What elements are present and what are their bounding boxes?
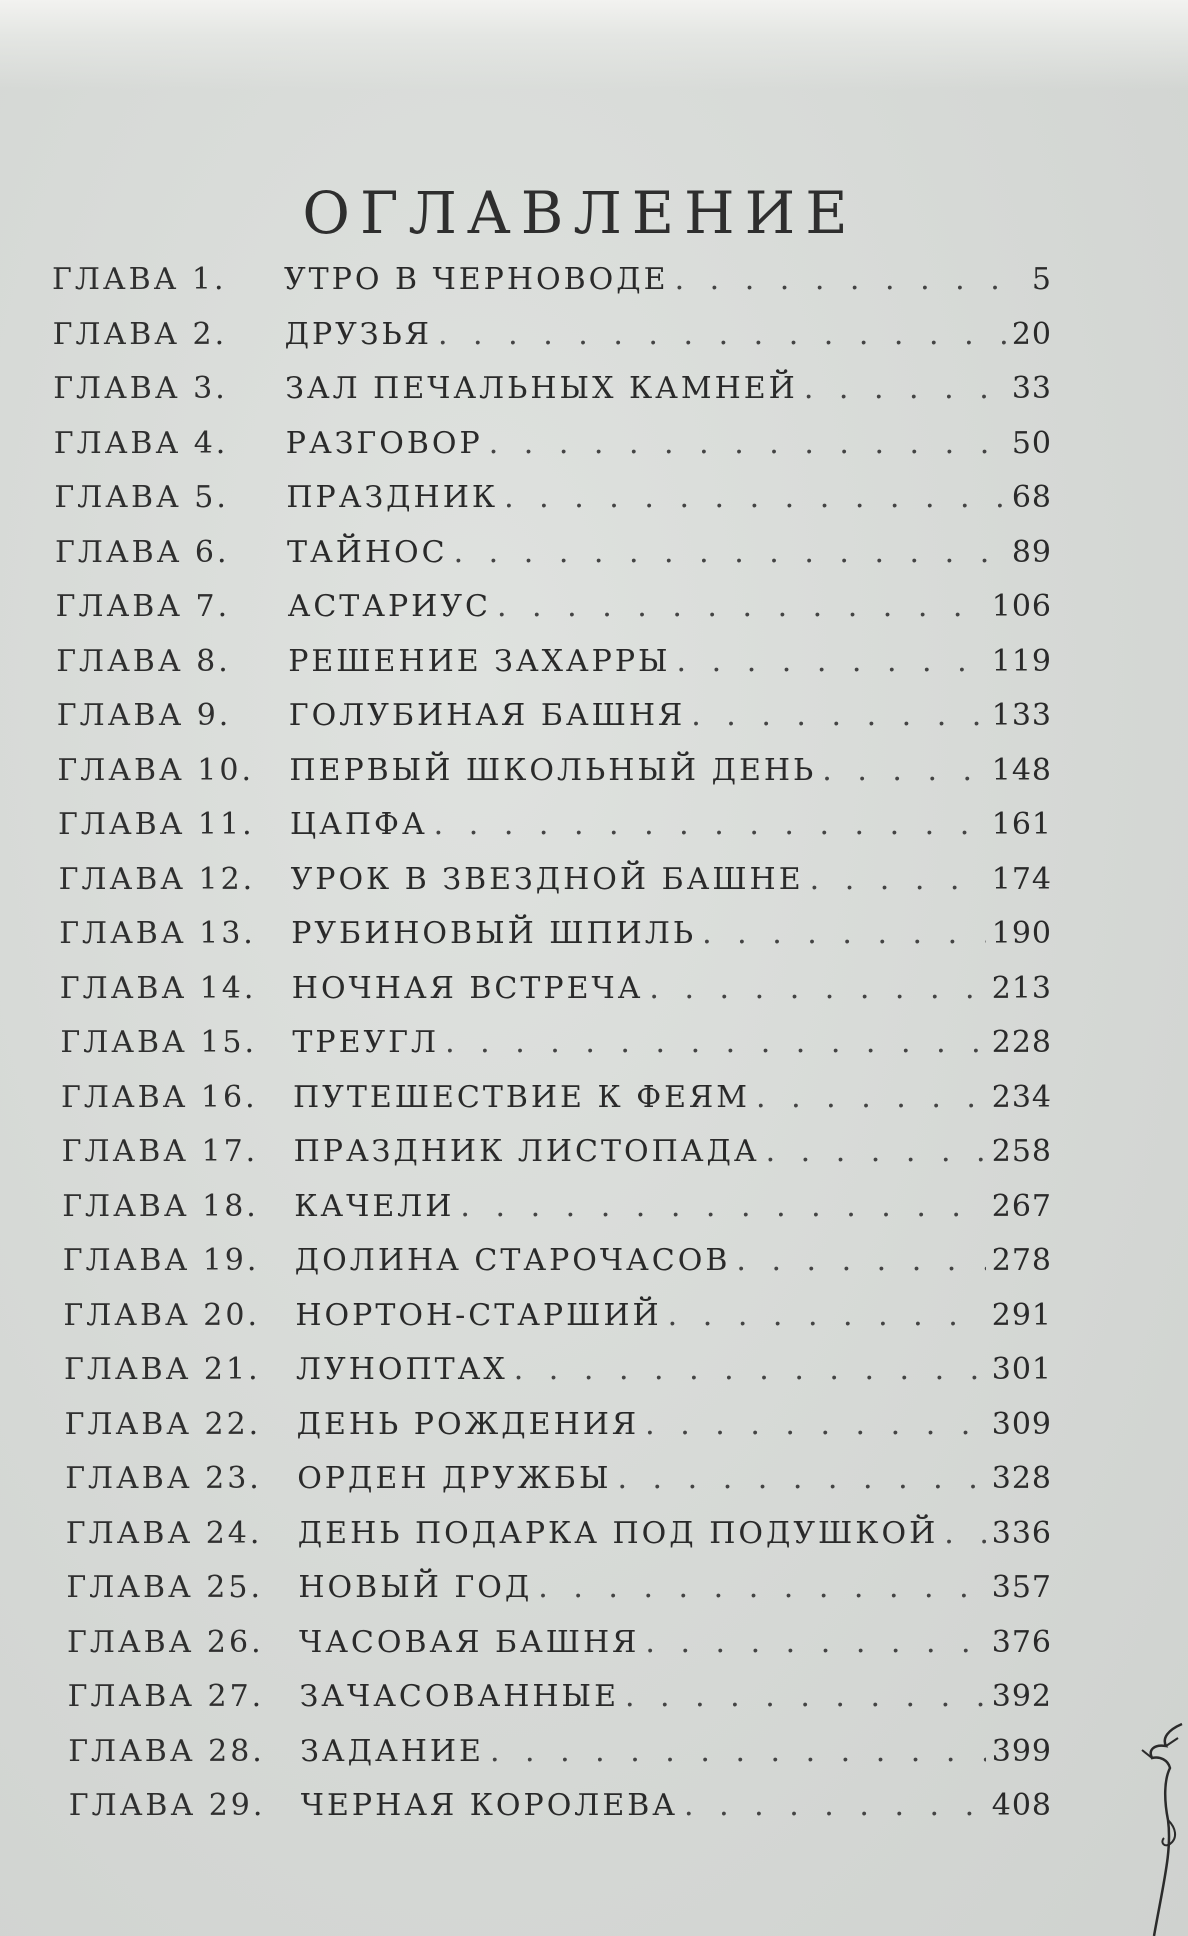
dot-leader <box>684 1788 986 1823</box>
dot-leader <box>625 1679 986 1714</box>
page-number: 148 <box>991 752 1052 788</box>
dot-leader <box>489 426 1006 461</box>
page-number: 5 <box>1031 262 1052 297</box>
page-number: 119 <box>991 643 1052 679</box>
chapter-number: ГЛАВА 11. <box>58 807 255 842</box>
chapter-number: ГЛАВА 18. <box>62 1188 259 1224</box>
chapter-title: РЕШЕНИЕ ЗАХАРРЫ <box>288 643 671 679</box>
toc-entry <box>63 1298 1052 1353</box>
page-number: 89 <box>1011 534 1052 570</box>
table-of-contents <box>52 262 1052 1843</box>
page-number: 213 <box>991 970 1052 1006</box>
chapter-title: ЦАПФА <box>290 807 428 842</box>
toc-entry <box>61 1080 1052 1135</box>
chapter-title: ДОЛИНА СТАРОЧАСОВ <box>294 1243 731 1278</box>
chapter-number: ГЛАВА 2. <box>52 316 228 352</box>
page-title: ОГЛАВЛЕНИЕ <box>302 178 858 247</box>
chapter-number: ГЛАВА 14. <box>59 970 257 1006</box>
chapter-number: ГЛАВА 10. <box>57 752 255 788</box>
dot-leader <box>810 862 986 897</box>
toc-entry <box>52 262 1052 317</box>
toc-entry <box>60 971 1052 1026</box>
chapter-number: ГЛАВА 15. <box>60 1025 258 1060</box>
chapter-number: ГЛАВА 9. <box>56 698 232 733</box>
dot-leader <box>504 480 1006 515</box>
chapter-number: ГЛАВА 13. <box>59 916 256 951</box>
chapter-title: ПУТЕШЕСТВИЕ К ФЕЯМ <box>293 1079 750 1115</box>
dot-leader <box>490 1734 986 1769</box>
toc-entry <box>66 1570 1052 1625</box>
chapter-title: ГОЛУБИНАЯ БАШНЯ <box>288 698 686 733</box>
chapter-title: ЛУНОПТАХ <box>296 1352 508 1387</box>
dot-leader <box>538 1570 985 1605</box>
page-number: 20 <box>1011 316 1052 352</box>
chapter-number: ГЛАВА 8. <box>56 643 231 679</box>
page-number: 161 <box>991 807 1052 842</box>
chapter-title: ПЕРВЫЙ ШКОЛЬНЫЙ ДЕНЬ <box>289 752 817 788</box>
chapter-title: ДЕНЬ ПОДАРКА ПОД ПОДУШКОЙ <box>297 1515 939 1551</box>
toc-entry <box>65 1461 1052 1516</box>
chapter-title: АСТАРИУС <box>287 589 491 624</box>
toc-entry <box>56 589 1052 644</box>
chapter-number: ГЛАВА 23. <box>65 1461 262 1496</box>
chapter-title: УРОК В ЗВЕЗДНОЙ БАШНЕ <box>290 861 804 897</box>
page-number: 234 <box>991 1079 1052 1115</box>
chapter-number: ГЛАВА 7. <box>55 589 231 624</box>
toc-entry <box>67 1625 1052 1680</box>
dot-leader <box>617 1461 985 1496</box>
dot-leader <box>460 1189 985 1224</box>
page-number: 267 <box>991 1188 1052 1224</box>
page-number: 291 <box>991 1297 1052 1333</box>
page-number: 68 <box>1011 480 1052 515</box>
chapter-title: ДЕНЬ РОЖДЕНИЯ <box>296 1406 640 1442</box>
page-number: 328 <box>991 1461 1052 1496</box>
chapter-title: ТАЙНОС <box>287 534 448 570</box>
page-number: 357 <box>991 1570 1052 1605</box>
dot-leader <box>434 807 986 842</box>
page-number: 50 <box>1011 425 1052 461</box>
page-number: 258 <box>991 1134 1052 1169</box>
chapter-number: ГЛАВА 5. <box>54 480 229 515</box>
page-number: 33 <box>1011 371 1052 406</box>
toc-entry <box>53 371 1052 426</box>
chapter-title: РАЗГОВОР <box>285 425 483 461</box>
toc-entry <box>60 1025 1052 1080</box>
dot-leader <box>756 1080 986 1115</box>
dot-leader <box>649 971 985 1006</box>
dot-leader <box>702 916 986 951</box>
toc-entry <box>64 1352 1052 1407</box>
toc-entry <box>68 1734 1052 1789</box>
chapter-number: ГЛАВА 3. <box>53 371 228 406</box>
decorative-flourish-icon <box>1124 1720 1184 1936</box>
dot-leader <box>675 262 1026 297</box>
toc-entry <box>69 1788 1052 1843</box>
chapter-title: КАЧЕЛИ <box>294 1188 455 1224</box>
toc-entry <box>68 1679 1052 1734</box>
page-number: 301 <box>991 1352 1052 1387</box>
toc-entry <box>53 317 1052 372</box>
page-number: 133 <box>991 698 1052 733</box>
page-number: 278 <box>991 1243 1052 1278</box>
dot-leader <box>454 535 1006 570</box>
chapter-number: ГЛАВА 26. <box>67 1624 264 1660</box>
page-number: 336 <box>991 1515 1052 1551</box>
toc-entry <box>57 753 1052 808</box>
page-number: 190 <box>991 916 1052 951</box>
chapter-number: ГЛАВА 6. <box>55 534 230 570</box>
page-number: 228 <box>991 1025 1052 1060</box>
chapter-title: ПРАЗДНИК <box>286 480 499 515</box>
page-number: 392 <box>991 1679 1052 1714</box>
chapter-title: ЗАЛ ПЕЧАЛЬНЫХ КАМНЕЙ <box>285 371 798 406</box>
dot-leader <box>677 644 986 679</box>
page-number: 106 <box>991 589 1052 624</box>
toc-entry <box>55 535 1052 590</box>
dot-leader <box>668 1298 986 1333</box>
chapter-number: ГЛАВА 16. <box>61 1079 258 1115</box>
chapter-number: ГЛАВА 4. <box>53 425 229 461</box>
chapter-number: ГЛАВА 21. <box>64 1352 261 1387</box>
dot-leader <box>645 1625 985 1660</box>
dot-leader <box>822 753 985 788</box>
toc-entry <box>65 1407 1052 1462</box>
toc-entry <box>54 426 1052 481</box>
chapter-title: ОРДЕН ДРУЖБЫ <box>297 1461 612 1496</box>
dot-leader <box>438 317 1006 352</box>
page-number: 309 <box>991 1406 1052 1442</box>
dot-leader <box>766 1134 986 1169</box>
chapter-number: ГЛАВА 17. <box>61 1134 259 1169</box>
chapter-number: ГЛАВА 29. <box>68 1788 266 1823</box>
chapter-title: ДРУЗЬЯ <box>284 316 432 352</box>
chapter-number: ГЛАВА 25. <box>66 1570 264 1605</box>
chapter-number: ГЛАВА 24. <box>65 1515 263 1551</box>
page-number: 399 <box>991 1733 1052 1769</box>
chapter-title: ПРАЗДНИК ЛИСТОПАДА <box>293 1134 760 1169</box>
toc-entry <box>54 480 1052 535</box>
chapter-title: УТРО В ЧЕРНОВОДЕ <box>284 262 669 297</box>
dot-leader <box>645 1407 986 1442</box>
toc-entry <box>57 698 1052 753</box>
dot-leader <box>691 698 986 733</box>
dot-leader <box>736 1243 985 1278</box>
dot-leader <box>445 1025 986 1060</box>
chapter-number: ГЛАВА 12. <box>58 861 256 897</box>
chapter-number: ГЛАВА 27. <box>67 1679 265 1714</box>
toc-entry <box>59 916 1052 971</box>
chapter-title: ЧЕРНАЯ КОРОЛЕВА <box>300 1788 679 1823</box>
dot-leader <box>497 589 986 624</box>
page-number: 174 <box>991 861 1052 897</box>
chapter-number: ГЛАВА 19. <box>62 1243 260 1278</box>
toc-entry <box>63 1243 1052 1298</box>
chapter-title: ЗАДАНИЕ <box>300 1733 484 1769</box>
toc-entry <box>66 1516 1052 1571</box>
toc-entry <box>59 862 1052 917</box>
chapter-number: ГЛАВА 28. <box>68 1733 265 1769</box>
page-edge-shadow <box>0 0 1188 90</box>
chapter-title: ЧАСОВАЯ БАШНЯ <box>299 1624 640 1660</box>
page-number: 408 <box>991 1788 1052 1823</box>
page-number: 376 <box>991 1624 1052 1660</box>
toc-entry <box>58 807 1052 862</box>
chapter-number: ГЛАВА 1. <box>52 262 227 297</box>
chapter-title: НОРТОН-СТАРШИЙ <box>295 1297 662 1333</box>
chapter-title: НОВЫЙ ГОД <box>298 1570 533 1605</box>
dot-leader <box>804 371 1006 406</box>
toc-entry <box>56 644 1052 699</box>
toc-entry <box>62 1134 1052 1189</box>
chapter-number: ГЛАВА 20. <box>63 1297 261 1333</box>
chapter-title: ТРЕУГЛ <box>292 1025 440 1060</box>
dot-leader <box>944 1516 985 1551</box>
chapter-number: ГЛАВА 22. <box>64 1406 262 1442</box>
chapter-title: РУБИНОВЫЙ ШПИЛЬ <box>291 916 697 951</box>
chapter-title: НОЧНАЯ ВСТРЕЧА <box>291 970 644 1006</box>
toc-entry <box>62 1189 1052 1244</box>
chapter-title: ЗАЧАСОВАННЫЕ <box>299 1679 619 1714</box>
dot-leader <box>514 1352 986 1387</box>
